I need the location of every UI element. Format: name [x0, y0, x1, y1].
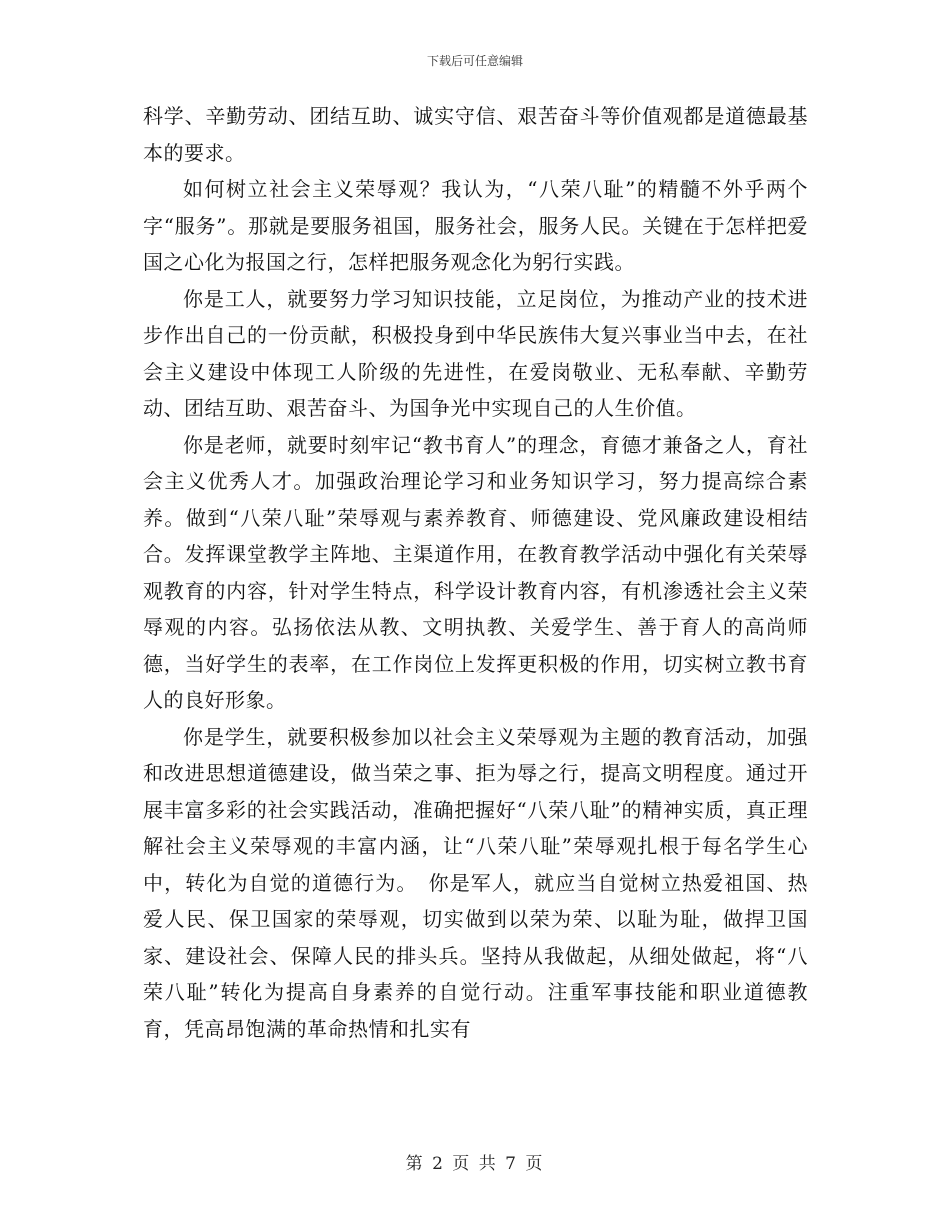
- page-header: 下载后可任意编辑: [426, 54, 523, 68]
- paragraph-3: 你是工人，就要努力学习知识技能，立足岗位，为推动产业的技术进步作出自己的一份贡献，积极投身到中华民族伟大复兴事业当中去，在社会主义建设中体现工人阶级的先进性，在爱岗敬业、无私奉献、辛勤劳动、团结互助、艰苦奋斗、为国争光中实现自己的人生价值。: [143, 286, 808, 420]
- paragraph-4: 你是老师，就要时刻牢记“教书育人”的理念，育德才兼备之人，育社会主义优秀人才。加强政治理论学习和业务知识学习，努力提高综合素养。做到“八荣八耻”荣辱观与素养教育、师德建设、党风廉政建设相结合。发挥课堂教学主阵地、主渠道作用，在教育教学活动中强化有关荣辱观教育的内容，针对学生特点，科学设计教育内容，有机渗透社会主义荣辱观的内容。弘扬依法从教、文明执教、关爱学生、善于育人的高尚师德，当好学生的表率，在工作岗位上发挥更积极的作用，切实树立教书育人的良好形象。: [143, 432, 808, 712]
- page-footer: 第 2 页 共 7 页: [405, 1154, 545, 1174]
- paragraph-1: 科学、辛勤劳动、团结互助、诚实守信、艰苦奋斗等价值观都是道德最基本的要求。: [143, 104, 808, 165]
- paragraph-5: 你是学生，就要积极参加以社会主义荣辱观为主题的教育活动，加强和改进思想道德建设，做当荣之事、拒为辱之行，提高文明程度。通过开展丰富多彩的社会实践活动，准确把握好“八荣八耻”的精神实质，真正理解社会主义荣辱观的丰富内涵，让“八荣八耻”荣辱观扎根于每名学生心中，转化为自觉的道德行为。 你是军人，就应当自觉树立热爱祖国、热爱人民、保卫国家的荣辱观，切实做到以荣为荣、以耻为耻，做捍卫国家、建设社会、保障人民的排头兵。坚持从我做起，从细处做起，将“八荣八耻”转化为提高自身素养的自觉行动。注重军事技能和职业道德教育，凭高昂饱满的革命热情和扎实有: [143, 724, 808, 1041]
- document-body: [143, 98, 808, 1047]
- paragraph-2: 如何树立社会主义荣辱观？我认为，“八荣八耻”的精髓不外乎两个字“服务”。那就是要服务祖国，服务社会，服务人民。关键在于怎样把爱国之心化为报国之行，怎样把服务观念化为躬行实践。: [143, 177, 808, 274]
